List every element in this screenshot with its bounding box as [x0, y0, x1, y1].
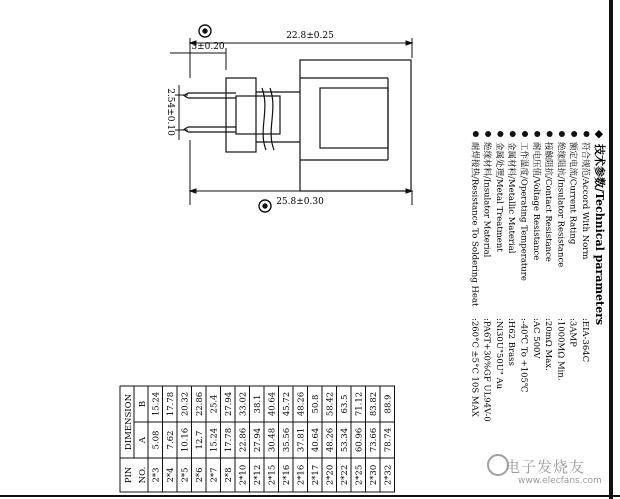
watermark-brand: 电子发烧友	[505, 458, 586, 476]
spec-value: :H62 Brass	[506, 318, 517, 366]
table-cell-b: 83.82	[369, 391, 379, 417]
table-cell-pin: 2*16	[296, 464, 307, 486]
dim-overall-width-label: 22.8±0.25	[286, 31, 334, 41]
spec-bullet-icon	[584, 131, 590, 137]
spec-value: :PA6T+30%GF UL94V-0	[481, 318, 492, 422]
spec-bullet-icon	[534, 131, 540, 137]
dim-pin-offset-label: 3±0.20	[191, 42, 225, 52]
spec-value: :260°C ±5°C 10S MAX	[469, 318, 480, 417]
table-cell-b: 71.12	[354, 391, 365, 417]
spec-label: 符合规范/Accord With Norm	[580, 142, 590, 260]
table-cell-b: 45.72	[282, 391, 292, 417]
table-cell-b: 17.78	[166, 391, 176, 417]
table-cell-a: 22.86	[238, 427, 249, 453]
specs-diamond-bullet: ◆	[593, 130, 606, 139]
table-cell-b: 50.8	[311, 394, 321, 414]
spec-value: :-40℃ To +105℃	[518, 318, 529, 393]
table-cell-pin: 2*5	[180, 467, 191, 483]
dim-pitch-label: 2.54±0.10	[165, 88, 175, 136]
table-cell-a: 17.78	[224, 427, 234, 453]
table-cell-pin: 2*22	[340, 464, 350, 486]
table-cell-pin: 2*6	[195, 467, 205, 483]
table-cell-a: 40.64	[311, 427, 321, 453]
table-cell-b: 20.32	[180, 391, 191, 417]
spec-label: 绝缘阻抗/Insulator Resistance	[555, 142, 566, 268]
spec-bullet-icon	[547, 131, 553, 137]
table-cell-a: 60.96	[354, 427, 365, 453]
technical-parameters-block	[469, 130, 607, 422]
table-header-pin: PIN	[124, 466, 134, 484]
table-cell-a: 48.26	[325, 427, 336, 453]
spec-value: :EIA-364C	[580, 318, 590, 363]
table-cell-b: 48.26	[296, 391, 307, 417]
spec-label: 接触阻抗/Contact Resistance	[543, 142, 554, 262]
connector-body	[226, 60, 411, 191]
table-cell-b: 33.02	[238, 391, 249, 417]
table-cell-a: 27.94	[253, 427, 263, 453]
table-cell-a: 7.62	[166, 430, 176, 450]
contact-pins	[184, 88, 274, 150]
spec-bullet-icon	[571, 131, 577, 137]
specs-title: 技术参数/Technical parameters	[593, 144, 606, 326]
spec-label: 金属材料/Metallic Material	[506, 142, 517, 254]
table-cell-pin: 2*4	[166, 467, 176, 483]
table-cell-pin: 2*12	[253, 464, 263, 486]
spec-label: 耐电压值/Voltage Resistance	[530, 142, 541, 261]
table-cell-b: 27.94	[224, 391, 234, 417]
table-cell-a: 5.08	[151, 430, 162, 450]
watermark-url: www.elecfans.com	[518, 476, 602, 486]
spec-label: 绝缘材料/Insulator Material	[481, 142, 492, 258]
spec-bullet-icon	[559, 131, 565, 137]
table-cell-pin: 2*10	[238, 464, 249, 486]
spec-bullet-icon	[473, 131, 479, 137]
table-cell-pin: 2*16	[282, 464, 292, 486]
table-cell-b: 38.1	[253, 394, 263, 414]
table-header-a: A	[138, 436, 148, 444]
table-cell-b: 22.86	[195, 391, 205, 417]
dimension-pitch	[175, 85, 188, 140]
spec-label: 金属处理/Metal Treatment	[493, 142, 504, 252]
dim-length-label: 25.8±0.30	[276, 197, 324, 207]
spec-value: :Ni30U"50U" Au	[493, 318, 504, 390]
table-header-no: NO.	[138, 466, 148, 484]
spec-value: :20mΩ Max.	[543, 318, 554, 371]
table-cell-a: 12.7	[195, 430, 205, 450]
table-cell-pin: 2*20	[325, 464, 336, 486]
sheet-right-border	[609, 0, 613, 499]
table-cell-a: 30.48	[267, 427, 278, 453]
table-cell-b: 63.5	[340, 394, 350, 414]
spec-value: :3AMP	[567, 318, 578, 347]
spec-label: 工作温度/Operating Temperature	[518, 142, 529, 281]
table-cell-a: 35.56	[282, 427, 292, 453]
table-cell-b: 25.4	[209, 394, 220, 414]
table-cell-pin: 2*30	[369, 464, 379, 486]
spec-label: 耐焊接热/Resistance To Soldering Heat	[469, 142, 480, 307]
spec-label: 额定电流/Current Rating	[567, 142, 578, 245]
table-cell-b: 15.24	[151, 391, 162, 417]
dimension-bottom	[190, 140, 412, 205]
spec-value: :AC 500V	[530, 318, 541, 359]
table-cell-pin: 2*25	[354, 464, 365, 486]
table-cell-pin: 2*32	[383, 464, 394, 486]
table-cell-pin: 2*17	[311, 464, 321, 486]
spec-value: :1000MΩ Min.	[555, 318, 566, 381]
table-header-dimension: DIMENSION	[124, 393, 134, 451]
table-cell-b: 58.42	[325, 391, 336, 417]
table-cell-a: 78.74	[383, 427, 394, 453]
spec-bullet-icon	[497, 131, 503, 137]
table-cell-b: 88.9	[383, 394, 394, 414]
table-cell-a: 37.81	[296, 427, 307, 453]
table-cell-pin: 2*15	[267, 464, 278, 486]
table-cell-a: 73.66	[369, 427, 379, 453]
table-cell-pin: 2*8	[224, 467, 234, 483]
table-cell-a: 10.16	[180, 427, 191, 453]
dimension-table	[120, 386, 395, 492]
table-cell-pin: 2*7	[209, 467, 220, 483]
spec-bullet-icon	[522, 131, 528, 137]
table-cell-pin: 2*3	[151, 467, 162, 483]
table-cell-a: 53.34	[340, 427, 350, 453]
table-cell-a: 15.24	[209, 427, 220, 453]
table-cell-b: 40.64	[267, 391, 278, 417]
spec-bullet-icon	[485, 131, 491, 137]
sheet-bottom-border	[0, 495, 620, 497]
spec-bullet-icon	[510, 131, 516, 137]
table-header-b: B	[138, 400, 148, 408]
